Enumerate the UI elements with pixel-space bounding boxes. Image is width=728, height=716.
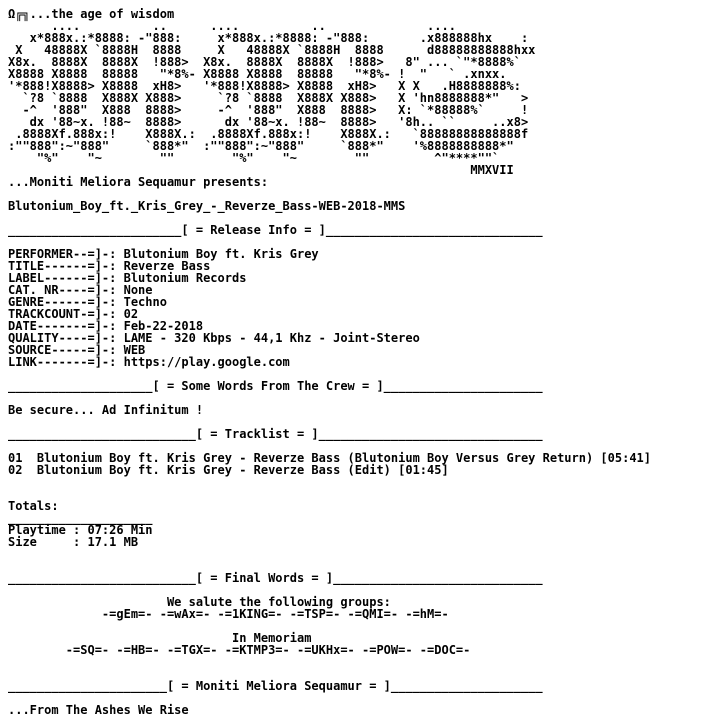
- salute-line: We salute the following groups:: [8, 595, 391, 609]
- ascii-art-line: `?8 `8888 X888X X888> `?8 `8888 X888X X888> X 'hn8888888*" >: [8, 91, 529, 105]
- info-label: LABEL------=]-: Blutonium Records: [8, 271, 247, 285]
- info-genre: GENRE------=]-: Techno: [8, 295, 167, 309]
- ascii-art-line: :""888":~"888" `888*" :""888":~"888" `888*" '%8888888888*": [8, 139, 514, 153]
- memoriam-line: In Memoriam: [8, 631, 312, 645]
- crew-words: Be secure... Ad Infinitum !: [8, 403, 204, 417]
- info-quality: QUALITY----=]-: LAME - 320 Kbps - 44,1 Khz - Joint-Stereo: [8, 331, 420, 345]
- info-title: TITLE------=]-: Reverze Bass: [8, 259, 211, 273]
- ascii-art-line: '*888!X8888> X8888 xH8> '*888!X8888> X8888 xH8> X X .H8888888%:: [8, 79, 521, 93]
- memoriam-groups-line: -=SQ=- -=HB=- -=TGX=- -=KTMP3=- -=UKHx=- -=POW=- -=DOC=-: [8, 643, 471, 657]
- presents-line: ...Moniti Meliora Sequamur presents:: [8, 175, 269, 189]
- info-trackcount: TRACKCOUNT-=]-: 02: [8, 307, 139, 321]
- ascii-art-line: -^ '888" X888 8888> -^ '888" X888 8888> X: `*88888%` !: [8, 103, 529, 117]
- ascii-art-line: X 48888X `8888H 8888 X 48888X `8888H 8888 d88888888888hxx: [8, 43, 536, 57]
- totals-playtime: Playtime : 07:26 Min: [8, 523, 153, 537]
- ascii-art-line: .... .. .... .. ....: [8, 19, 456, 33]
- ascii-art-line: x*888x.:*8888: -"888: x*888x.:*8888: -"888: .x888888hx :: [8, 31, 529, 45]
- ascii-art-line: .8888Xf.888x:! X888X.: .8888Xf.888x:! X888X.: `88888888888888f: [8, 127, 529, 141]
- info-cat-nr: CAT. NR----=]-: None: [8, 283, 153, 297]
- section-header-final-words: __________________________[ = Final Words = ]_____________________________: [8, 571, 543, 585]
- info-source: SOURCE-----=]-: WEB: [8, 343, 146, 357]
- nfo-document: [8, 8, 720, 716]
- totals-heading: Totals:: [8, 499, 59, 513]
- ascii-art-line: "%" "~ "" "%" "~ "" ^"****""`: [8, 151, 500, 165]
- info-link: LINK-------=]-: https://play.google.com: [8, 355, 290, 369]
- info-date: DATE-------=]-: Feb-22-2018: [8, 319, 204, 333]
- totals-size: Size : 17.1 MB: [8, 535, 139, 549]
- section-header-release-info: ________________________[ = Release Info = ]______________________________: [8, 223, 543, 237]
- totals-underline: ____________________: [8, 511, 153, 525]
- blank-line: [8, 656, 720, 668]
- blank-line: [8, 476, 720, 488]
- section-header-tracklist: __________________________[ = Tracklist = ]_______________________________: [8, 427, 543, 441]
- year-line: MMXVII: [8, 163, 514, 177]
- ascii-art-line: X8888 X8888 88888 "*8%- X8888 X8888 88888 "*8%- ! " ` .xnxx.: [8, 67, 507, 81]
- section-header-crew: ____________________[ = Some Words From The Crew = ]______________________: [8, 379, 543, 393]
- section-header-mms: ______________________[ = Moniti Meliora Sequamur = ]_____________________: [8, 679, 543, 693]
- ascii-art-line: X8x. 8888X 8888X !888> X8x. 8888X 8888X !888> 8" ... `"*8888%`: [8, 55, 521, 69]
- intro-line: Ω╔╗...the age of wisdom: [8, 8, 175, 21]
- track-02: 02 Blutonium Boy ft. Kris Grey - Reverze Bass (Edit) [01:45]: [8, 463, 449, 477]
- track-01: 01 Blutonium Boy ft. Kris Grey - Reverze Bass (Blutonium Boy Versus Grey Return) [05:41]: [8, 451, 651, 465]
- closing-line: ...From The Ashes We Rise: [8, 703, 189, 716]
- release-name: Blutonium_Boy_ft._Kris_Grey_-_Reverze_Bass-WEB-2018-MMS: [8, 199, 406, 213]
- blank-line: [8, 548, 720, 560]
- groups-line: -=gEm=- -=wAx=- -=1KING=- -=TSP=- -=QMI=- -=hM=-: [8, 607, 449, 621]
- info-performer: PERFORMER--=]-: Blutonium Boy ft. Kris Grey: [8, 247, 319, 261]
- blank-line: [8, 488, 720, 500]
- ascii-art-line: dx '88~x. !88~ 8888> dx '88~x. !88~ 8888> '8h.. `` ..x8>: [8, 115, 529, 129]
